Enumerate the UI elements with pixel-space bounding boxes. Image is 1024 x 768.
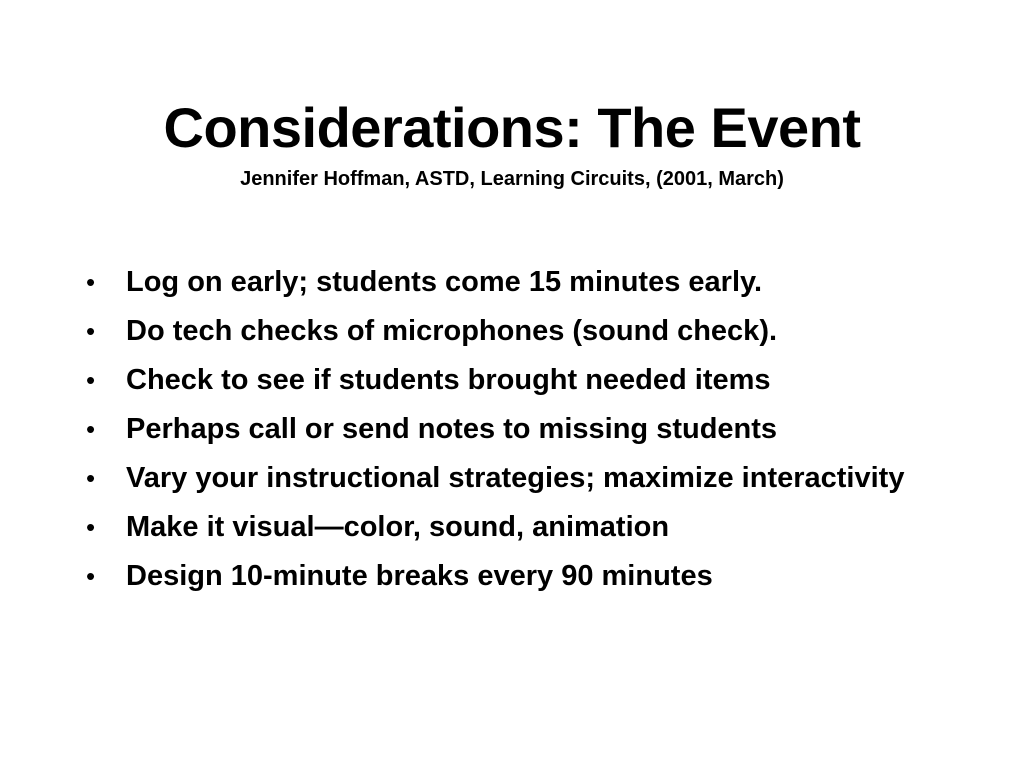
bullet-dot-icon: • [86, 316, 96, 346]
bullet-item [86, 360, 946, 400]
bullet-text: Log on early; students come 15 minutes early. [126, 266, 763, 298]
bullet-dot-icon: • [86, 512, 96, 542]
bullet-dot-icon: • [86, 414, 96, 444]
bullet-item [86, 507, 946, 547]
bullet-text: Design 10-minute breaks every 90 minutes [126, 560, 713, 592]
bullet-item [86, 262, 946, 302]
bullet-list [86, 262, 946, 605]
title-block [0, 92, 1024, 194]
bullet-item [86, 311, 946, 351]
bullet-dot-icon: • [86, 463, 96, 493]
bullet-item [86, 556, 946, 596]
bullet-dot-icon: • [86, 365, 96, 395]
bullet-text: Check to see if students brought needed items [126, 364, 771, 396]
bullet-text: Vary your instructional strategies; maximize interactivity [126, 462, 905, 494]
bullet-dot-icon: • [86, 561, 96, 591]
bullet-item [86, 458, 946, 498]
slide-title: Considerations: The Event [163, 96, 861, 159]
slide-subtitle: Jennifer Hoffman, ASTD, Learning Circuits, (2001, March) [240, 168, 784, 190]
bullet-item [86, 409, 946, 449]
bullet-text: Perhaps call or send notes to missing students [126, 413, 778, 445]
bullet-text: Make it visual—color, sound, animation [126, 511, 670, 543]
bullet-dot-icon: • [86, 267, 96, 297]
bullet-text: Do tech checks of microphones (sound check). [126, 315, 778, 347]
